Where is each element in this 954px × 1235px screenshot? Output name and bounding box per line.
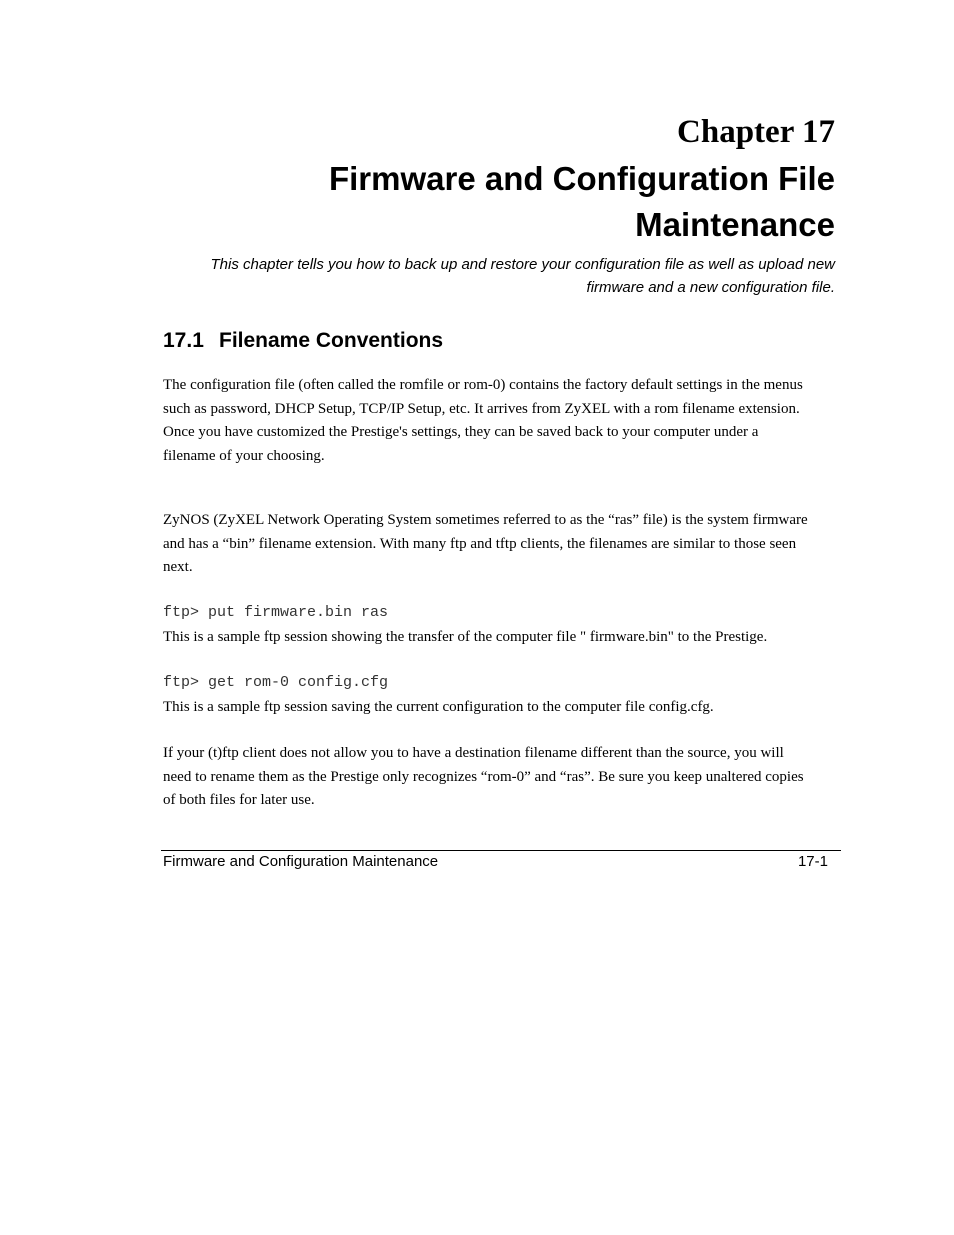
footer-page-number: 17-1	[797, 853, 828, 870]
chapter-title-line: Firmware and Configuration File	[328, 160, 835, 197]
paragraph-line: such as password, DHCP Setup, TCP/IP Setup, etc. It arrives from ZyXEL with a rom filename extension.	[163, 400, 800, 417]
code-sample-put: ftp> put firmware.bin ras	[163, 604, 389, 621]
chapter-title	[215, 156, 835, 248]
paragraph-line: This is a sample ftp session saving the current configuration to the computer file config.cfg.	[163, 699, 714, 715]
chapter-intro-line: This chapter tells you how to back up and restore your configuration file as well as upload new	[210, 256, 835, 273]
paragraph-line: This is a sample ftp session showing the transfer of the computer file " firmware.bin" to the Prestige.	[163, 629, 768, 645]
footer-title: Firmware and Configuration Maintenance	[163, 853, 439, 870]
paragraph-line: need to rename them as the Prestige only recognizes “rom-0” and “ras”. Be sure you keep unaltered copies	[163, 768, 804, 785]
section-title: Filename Conventions	[219, 329, 444, 352]
paragraph-line: filename of your choosing.	[163, 447, 325, 464]
section-number: 17.1	[163, 329, 204, 352]
paragraph-line: of both files for later use.	[163, 792, 315, 808]
paragraph-line: Once you have customized the Prestige's settings, they can be saved back to your computer under a	[163, 424, 759, 440]
paragraph-line: next.	[163, 559, 193, 575]
paragraph-rename-files	[163, 742, 804, 813]
code-sample-get-description	[163, 696, 714, 720]
chapter-label: Chapter 17	[677, 114, 835, 150]
chapter-intro-line: firmware and a new configuration file.	[586, 279, 835, 296]
paragraph-line: ZyNOS (ZyXEL Network Operating System sometimes referred to as the “ras” file) is the system firmware	[163, 512, 808, 528]
chapter-title-line: Maintenance	[635, 206, 835, 243]
section-heading	[163, 327, 443, 355]
paragraph-line: and has a “bin” filename extension. With many ftp and tftp clients, the filenames are similar to those seen	[163, 535, 797, 552]
footer-divider	[161, 850, 841, 851]
chapter-intro	[145, 253, 835, 299]
code-sample-get: ftp> get rom-0 config.cfg	[163, 674, 389, 691]
paragraph-line: If your (t)ftp client does not allow you to have a destination filename different than the source, you will	[163, 745, 784, 761]
code-sample-put-description	[163, 626, 767, 650]
paragraph-line: The configuration file (often called the romfile or rom-0) contains the factory default settings in the menus	[163, 377, 803, 393]
paragraph-zynos	[163, 509, 808, 580]
paragraph-configuration-file	[163, 374, 803, 468]
